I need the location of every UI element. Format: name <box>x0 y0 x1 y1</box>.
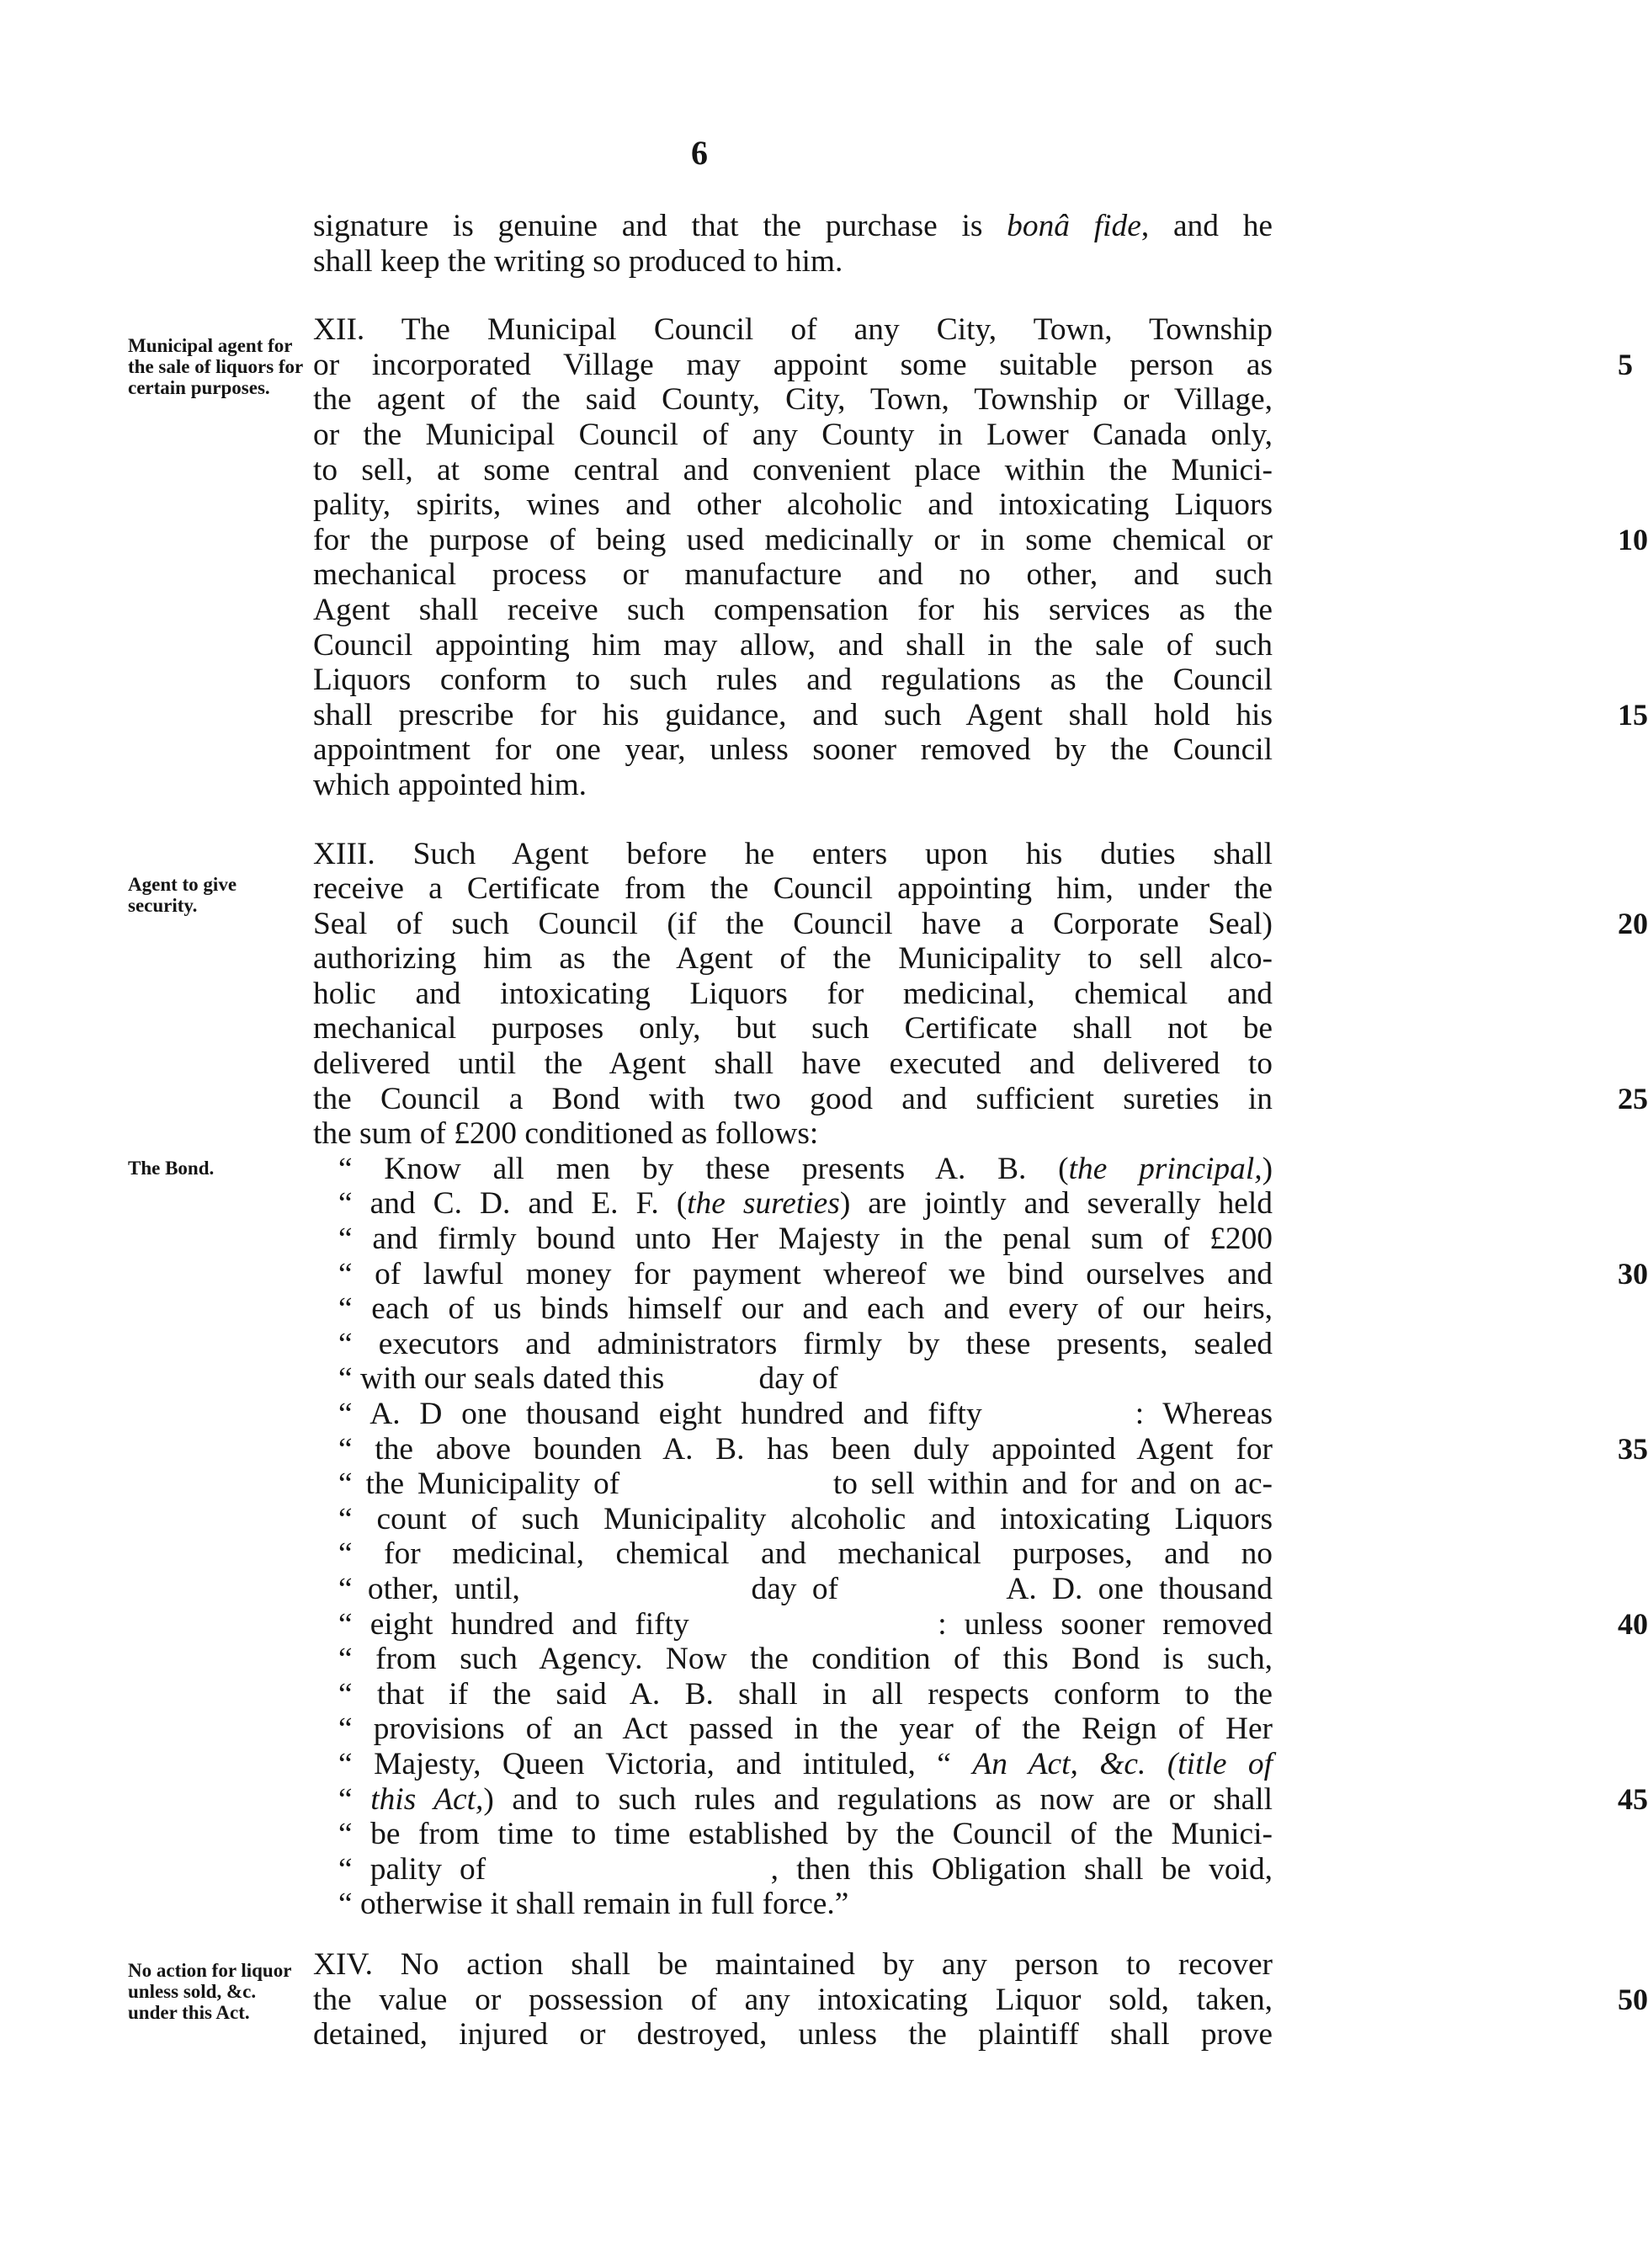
text-line: “ A. D one thousand eight hundred and fifty : Whereas <box>338 1397 1273 1431</box>
margin-note-the-bond: The Bond. <box>128 1158 215 1179</box>
section-xii <box>313 312 1648 802</box>
text-line: Liquors conform to such rules and regulations as the Council <box>313 663 1273 698</box>
line-number: 40 <box>1618 1606 1648 1641</box>
text-line: “ otherwise it shall remain in full force.” <box>338 1887 849 1922</box>
text-line: appointment for one year, unless sooner removed by the Council <box>313 732 1273 768</box>
text-line: the value or possession of any intoxicating Liquor sold, taken, 50 <box>313 1982 1648 2017</box>
margin-note-no-action: No action for liquor unless sold, &c. under this Act. <box>128 1960 292 2023</box>
text-line: “ that if the said A. B. shall in all respects conform to the <box>338 1676 1273 1712</box>
text-line: “ executors and administrators firmly by these presents, sealed <box>338 1326 1273 1361</box>
text-line: XII. The Municipal Council of any City, Town, Township <box>313 312 1273 348</box>
page-body <box>313 209 1648 2052</box>
text-line: “ count of such Municipality alcoholic and intoxicating Liquors <box>338 1501 1273 1536</box>
text-line: “ the above bounden A. B. has been duly appointed Agent for 35 <box>338 1431 1648 1467</box>
line-number: 30 <box>1618 1256 1648 1291</box>
text-line: shall prescribe for his guidance, and such Agent shall hold his 15 <box>313 697 1648 732</box>
text-line: delivered until the Agent shall have executed and delivered to <box>313 1046 1273 1082</box>
text-line: or incorporated Village may appoint some suitable person as 5 <box>313 347 1633 382</box>
line-number: 10 <box>1618 522 1648 556</box>
text-line: “ other, until, day of A. D. one thousand <box>338 1571 1273 1606</box>
text-line: “ the Municipality of to sell within and for and on ac- <box>338 1467 1273 1502</box>
text-line: shall keep the writing so produced to him. <box>313 243 843 279</box>
text-line: XIII. Such Agent before he enters upon his duties shall <box>313 836 1273 871</box>
text-line: “ with our seals dated this day of <box>338 1361 838 1397</box>
line-number: 45 <box>1618 1781 1648 1816</box>
text-line: Agent shall receive such compensation for his services as the <box>313 592 1273 627</box>
text-line: “ and firmly bound unto Her Majesty in the penal sum of £200 <box>338 1222 1273 1257</box>
text-line: or the Municipal Council of any County in Lower Canada only, <box>313 417 1273 452</box>
line-number: 5 <box>1618 347 1633 381</box>
text-line: which appointed him. <box>313 767 587 802</box>
text-line: “ this Act,) and to such rules and regulations as now are or shall 45 <box>338 1781 1648 1817</box>
text-line: for the purpose of being used medicinally or in some chemical or 10 <box>313 522 1648 557</box>
bond-text <box>313 1151 1648 1922</box>
text-line: “ eight hundred and fifty : unless sooner removed 40 <box>338 1606 1648 1642</box>
text-line: “ be from time to time established by the Council of the Munici- <box>338 1817 1273 1852</box>
text-line: mechanical purposes only, but such Certificate shall not be <box>313 1011 1273 1046</box>
text-line: “ each of us binds himself our and each and every of our heirs, <box>338 1291 1273 1327</box>
line-number: 50 <box>1618 1982 1648 2016</box>
text-line: the Council a Bond with two good and sufficient sureties in 25 <box>313 1081 1648 1116</box>
line-number: 15 <box>1618 697 1648 732</box>
text-line: to sell, at some central and convenient place within the Munici- <box>313 452 1273 487</box>
page-number: 6 <box>691 134 708 172</box>
margin-note-municipal-agent: Municipal agent for the sale of liquors for certain purposes. <box>128 335 303 398</box>
text-line: “ of lawful money for payment whereof we bind ourselves and 30 <box>338 1256 1648 1291</box>
text-line: “ for medicinal, chemical and mechanical purposes, and no <box>338 1536 1273 1572</box>
margin-note-agent-security: Agent to give security. <box>128 874 237 916</box>
text-line: the agent of the said County, City, Town, Township or Village, <box>313 382 1273 418</box>
text-line: the sum of £200 conditioned as follows: <box>313 1116 819 1152</box>
text-line: holic and intoxicating Liquors for medicinal, chemical and <box>313 976 1273 1011</box>
text-line: “ provisions of an Act passed in the year of the Reign of Her <box>338 1712 1273 1747</box>
text-line: XIV. No action shall be maintained by any person to recover <box>313 1946 1273 1982</box>
text-line: authorizing him as the Agent of the Municipality to sell alco- <box>313 941 1273 977</box>
text-line: pality, spirits, wines and other alcoholic and intoxicating Liquors <box>313 487 1273 523</box>
text-line: signature is genuine and that the purchase is bonâ fide, and he <box>313 209 1273 243</box>
text-line: mechanical process or manufacture and no other, and such <box>313 557 1273 593</box>
text-line: “ pality of , then this Obligation shall be void, <box>338 1851 1273 1887</box>
text-line: “ and C. D. and E. F. (the sureties) are jointly and severally held <box>338 1186 1273 1222</box>
section-xiii <box>313 836 1648 1152</box>
text-line: detained, injured or destroyed, unless the plaintiff shall prove <box>313 2017 1273 2052</box>
text-line: “ from such Agency. Now the condition of this Bond is such, <box>338 1642 1273 1677</box>
text-line: “ Know all men by these presents A. B. (the principal,) <box>338 1151 1273 1186</box>
section-xiv <box>313 1946 1648 2052</box>
line-number: 20 <box>1618 906 1648 940</box>
line-number: 25 <box>1618 1081 1648 1115</box>
text-line: receive a Certificate from the Council appointing him, under the <box>313 871 1273 907</box>
text-line: Seal of such Council (if the Council have a Corporate Seal) 20 <box>313 906 1648 941</box>
intro-paragraph <box>313 209 1273 279</box>
text-line: Council appointing him may allow, and shall in the sale of such <box>313 627 1273 663</box>
text-line: “ Majesty, Queen Victoria, and intituled, “ An Act, &c. (title of <box>338 1746 1273 1781</box>
line-number: 35 <box>1618 1431 1648 1466</box>
